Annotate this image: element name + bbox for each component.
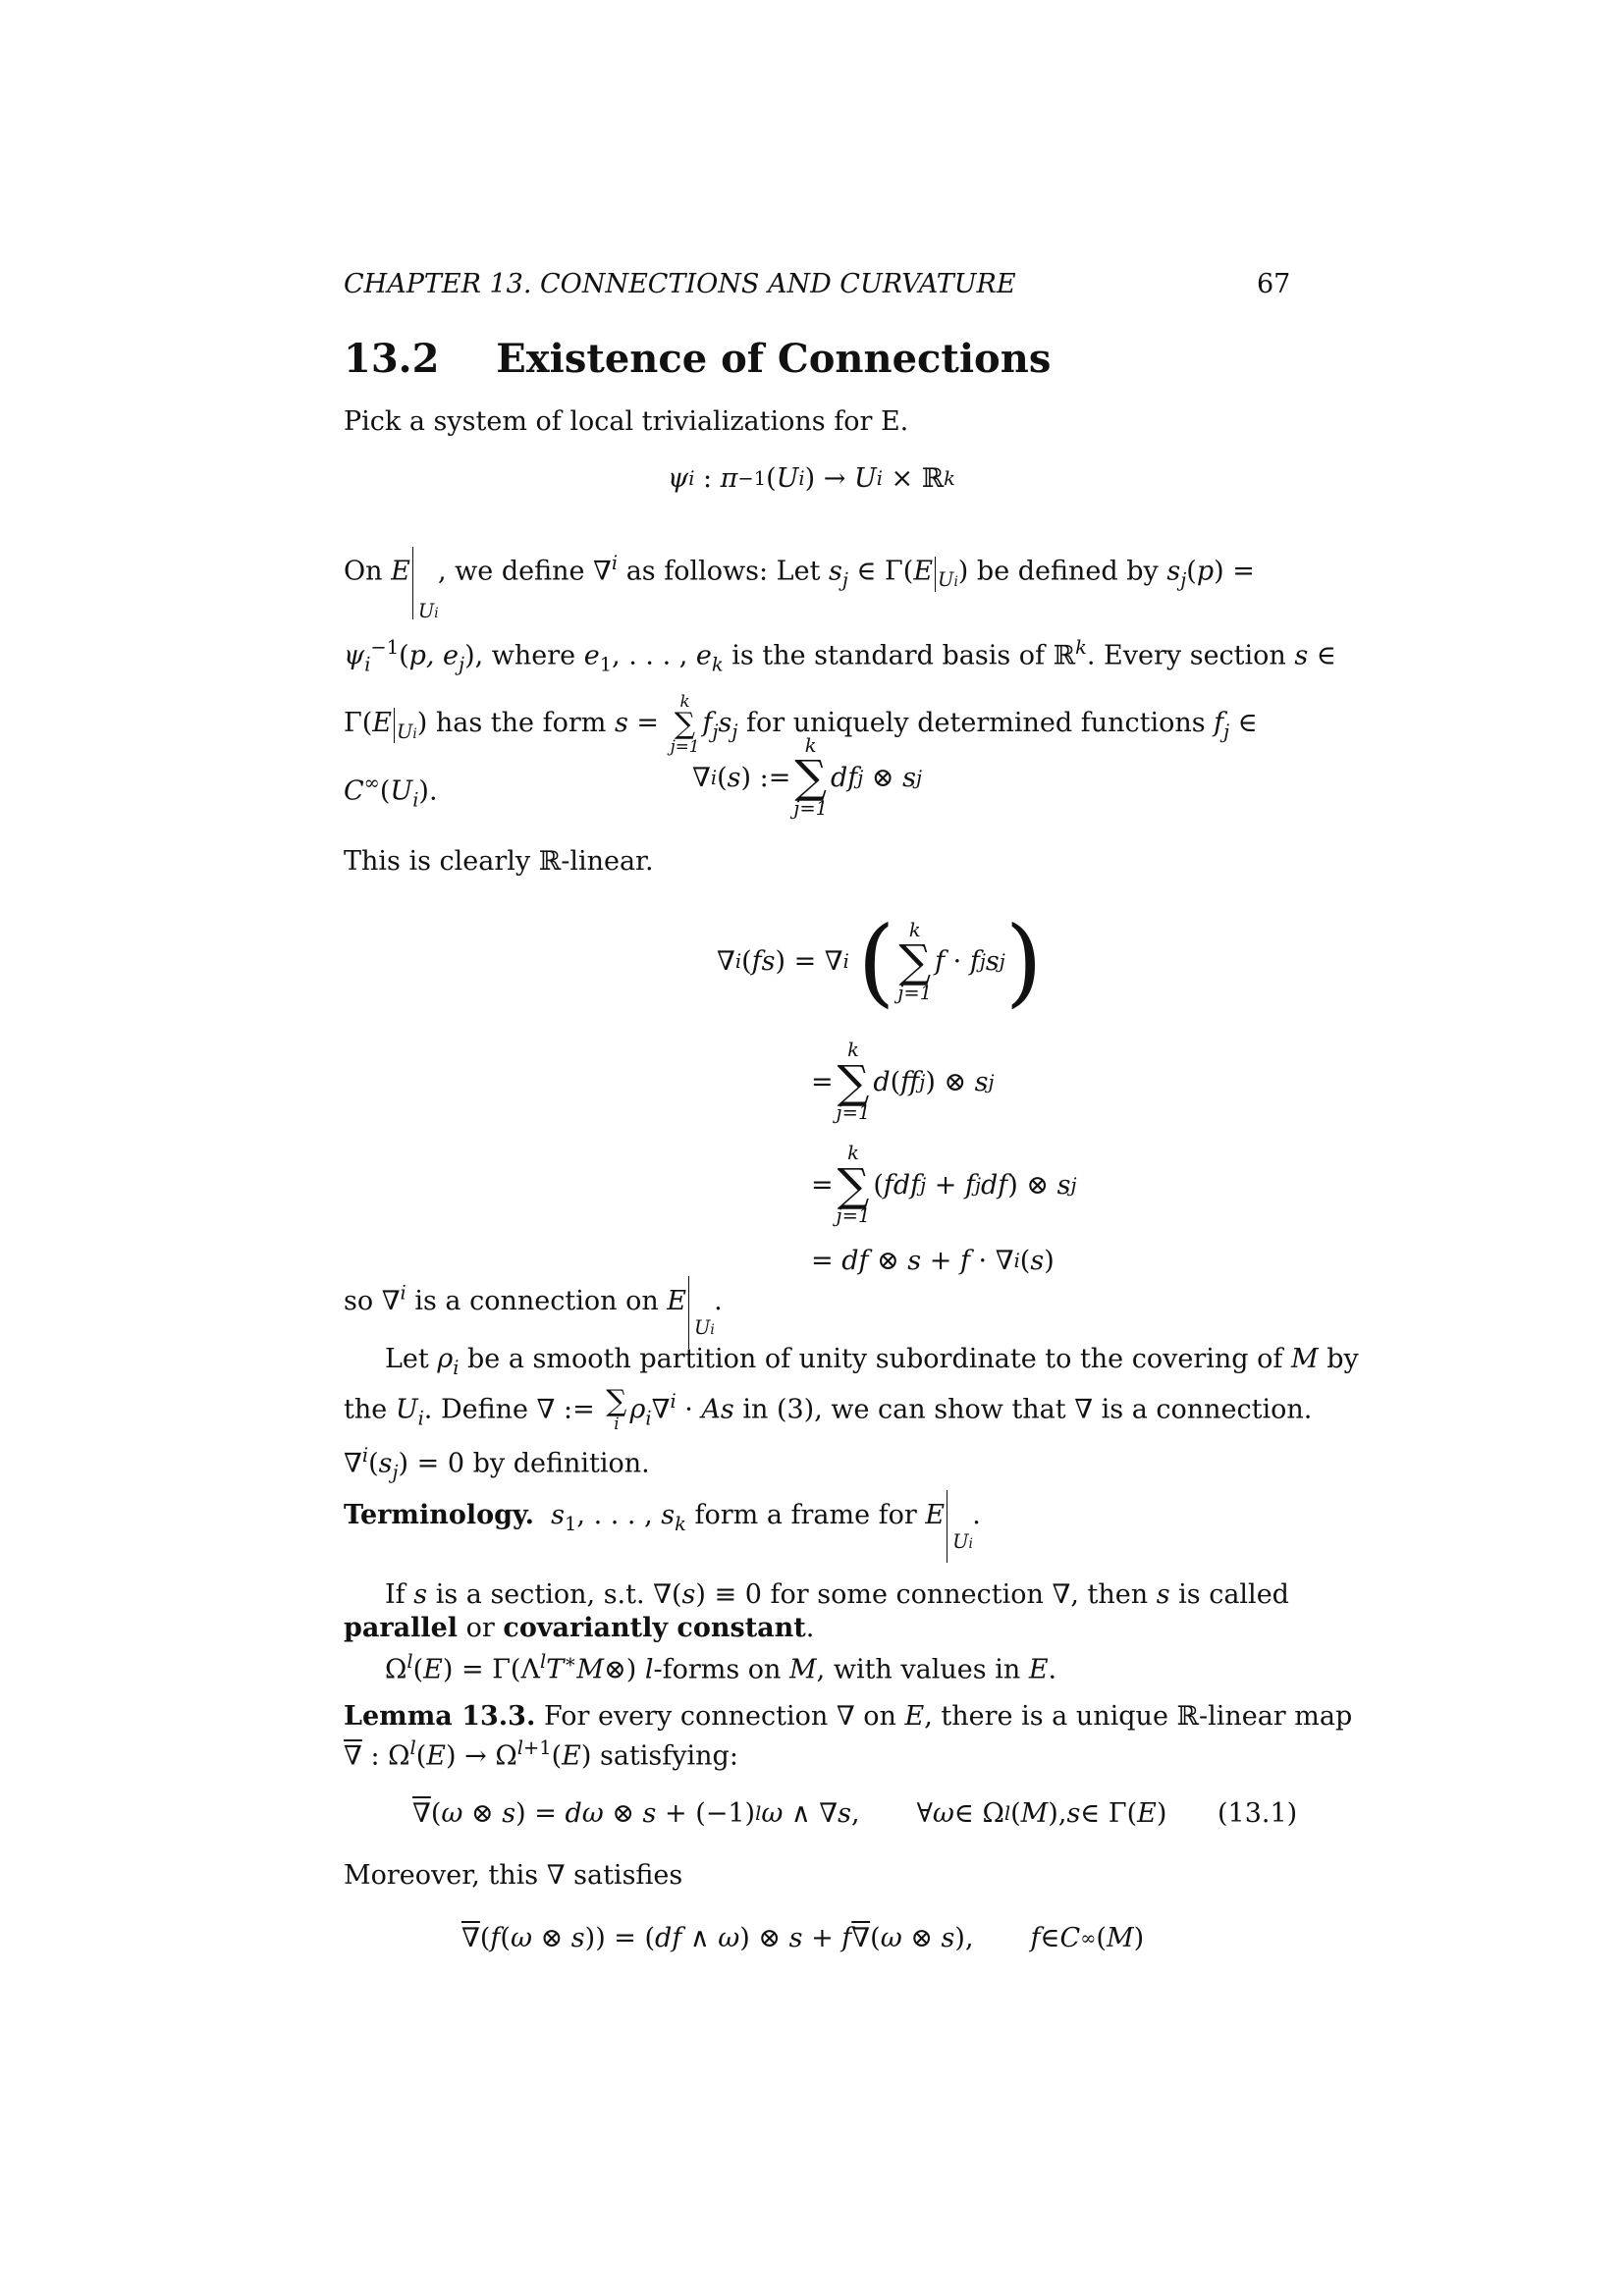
intro-text: Pick a system of local trivializations for E. (344, 406, 909, 437)
term-parallel: parallel (344, 1613, 459, 1643)
paragraph-parallel: If s is a section, s.t. ∇(s) ≡ 0 for some connection ∇, then s is called parallel or covariantly constant. $\Omega^l(E)$ = $\Gamma(\Lambda^lT^∗M\otimes)$ l-forms on M, with values in E. (344, 1579, 1289, 1685)
equation-13-1: ∇ ( ω ⊗ s ) = dω ⊗ s + (−1) l ω ∧ ∇ s , ∀ ω ∈ Ω l ( M ) , s ∈ Γ( E ) (412, 1798, 1167, 1829)
equation-leibniz-computation: ∇ i ( fs ) = ∇ i ( k ∑ j=1 f · f j s j ) = k ∑ j=1 d ( ff j ) ⊗ s j = k ∑ j=1 ( fdf j + f j df ) ⊗ s j = df ⊗ s + f · ∇ i ( s ) (717, 906, 1077, 1277)
section-title: Existence of Connections (496, 336, 1052, 382)
lemma-13-3: Lemma 13.3. For every connection ∇ on E, there is a unique ℝ-linear map ∇ : $\Omega^l(E) \to \Omega^{l+1}(E)$ satisfying: (344, 1701, 1353, 1772)
paragraph-partition: Let $\rho_i$ be a smooth partition of unity subordinate to the covering of M by the $U_i$. Define ∇ := ∑ i $\rho_i\nabla^i \cdot As$ in (3), we can show that ∇ is a connection. $\nabla^i(s_j) = 0$ by definition. (344, 1344, 1359, 1484)
terminology-label: Terminology. (344, 1500, 534, 1530)
equation-final: ∇ ( f ( ω ⊗ s )) = ( df ∧ ω ) ⊗ s + f ∇ ( ω ⊗ s ), f ∈ C ∞ ( M ) (461, 1923, 1145, 1953)
section-heading (344, 334, 1051, 385)
term-covariantly-constant: covariantly constant (503, 1613, 806, 1643)
lemma-label: Lemma 13.3. (344, 1701, 536, 1732)
section-number: 13.2 (344, 336, 440, 382)
linear-remark: This is clearly ℝ-linear. (344, 846, 654, 877)
page-number: 67 (1257, 269, 1291, 299)
paragraph-definition: On E Ui , we define ∇$^i$ as follows: Let $s_j$ ∈ Γ(E $_{Ui}$) be defined by $s_j(p)$ = $\psi_i^{-1}(p$, $e_j$), where $e_1$, . . . , $e_k$ is the standard basis of ℝ$^k$. Every section s ∈ Γ(E $_{Ui}$) has the form s = k ∑ j=1 $f_js_j$ for uniquely determined functions $f_j$ ∈ $C^\infty(U_i)$. (344, 535, 1286, 829)
equation-number: (13.1) (1218, 1798, 1298, 1829)
equation-trivialization: ψ i : π −1 ( U i ) → U i × ℝ k (668, 463, 955, 494)
moreover-text: Moreover, this ∇ satisfies (344, 1860, 683, 1891)
connection-conclusion: so ∇$^i$ is a connection on E Ui . (344, 1276, 723, 1349)
equation-connection-def: ∇ i ( s ) := k ∑ j=1 df j ⊗ s j (692, 734, 923, 821)
running-header: CHAPTER 13. CONNECTIONS AND CURVATURE (344, 269, 1016, 299)
terminology: Terminology. $s_1$, . . . , $s_k$ form a frame for E Ui . (344, 1490, 981, 1563)
